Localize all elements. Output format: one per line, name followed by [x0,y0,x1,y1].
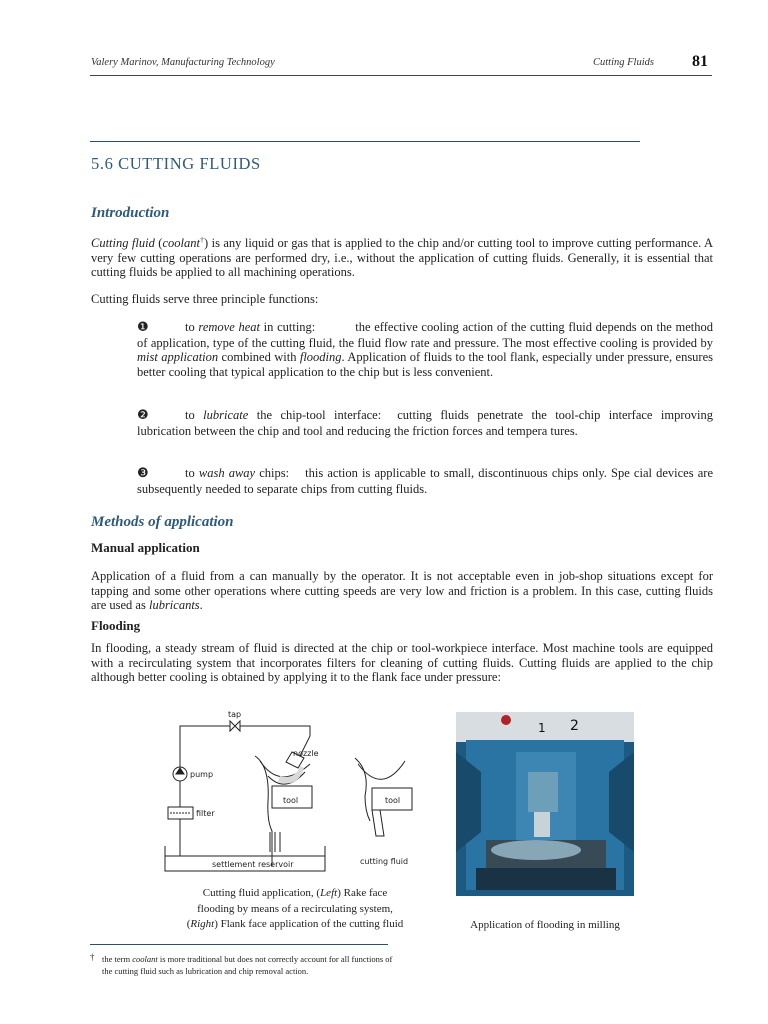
function-item-1 [137,320,713,379]
photo-label-2: 2 [570,718,579,734]
caption-line-1 [150,886,440,902]
fn-text-b: is more traditional but does not correctly account for all functions of the cutting fluid such as lubrication and chip removal action. [102,954,393,976]
fn2-post: the chip-tool interface: [248,408,382,422]
fn-text-a: the term [102,954,133,964]
cap1b: ) Rake face [337,887,388,899]
caption-line-3 [150,917,440,933]
figure-left-caption [150,886,440,933]
introduction-heading: Introduction [91,205,170,221]
label-cutting-fluid: cutting fluid [360,857,409,866]
fn2-pre: to [185,408,204,422]
label-tool-right: tool [385,796,401,805]
fn1-em-flooding: flooding [299,350,342,365]
fn1-post: in cutting: [259,320,316,334]
intro-text: ) is any liquid or gas that is applied to the chip and/or cutting tool to improve cutting performance. A very few cutting operations are performed dry, i.e., without the application of cutting fluids. Generally, it is essential that cutting fluids be applied to all machining operations. [91,236,713,280]
footnote-mark: † [90,952,95,962]
footnote-ref: † [199,236,205,244]
manual-text-end: . [199,598,203,613]
cap3a: ( [186,918,191,930]
term-coolant: coolant [162,236,200,251]
footnote-text [90,953,400,977]
term-lubricants: lubricants [148,598,200,613]
section-title: 5.6 CUTTING FLUIDS [91,154,261,173]
label-tap: tap [228,710,242,719]
cap3b: ) Flank face application of the cutting fluid [214,918,404,930]
fn1-em-mist: mist application [137,350,219,365]
label-settlement-reservoir: settlement reservoir [212,860,294,869]
label-filter: filter [196,809,215,818]
label-tool-left: tool [283,796,299,805]
label-pump: pump [190,770,214,779]
bullet-2: ❷ [137,408,149,423]
section-rule [90,141,640,142]
milling-machine-illustration [456,712,634,896]
caption-line-2: flooding by means of a recirculating system, [197,902,393,915]
fn3-post: chips: [255,466,290,480]
footnote [90,953,400,977]
cap3-right: Right [190,918,215,930]
function-item-2 [137,408,713,438]
bullet-1: ❶ [137,320,149,335]
fn3-pre: to [185,466,199,480]
cap1a: Cutting fluid application, ( [202,887,321,899]
paren-open: ( [158,236,163,251]
milling-flooding-photo [456,712,634,896]
page-number: 81 [692,53,708,70]
header-rule [90,75,712,76]
photo-label-1: 1 [538,721,546,735]
flooding-title: Flooding [91,618,141,633]
fn-term-coolant: coolant [132,954,158,964]
cap1-left: Left [320,887,338,899]
manual-application-title: Manual application [91,540,200,555]
running-header-title: Valery Marinov, Manufacturing Technology [91,57,275,68]
flooding-text: In flooding, a steady stream of fluid is directed at the chip or tool-workpiece interface. Most machine tools are equipped with a recirculating system that incorporates filters for cleaning of cutting fluids. Cutting fluids are applied to the chip although better cooling is obtained by applying it to the flank face under pressure: [91,641,713,685]
cutting-fluid-schematic [160,706,430,878]
figure-right-caption: Application of flooding in milling [470,919,620,931]
label-nozzle: nozzle [293,749,319,758]
bullet-3: ❸ [137,466,149,481]
manual-application-text [91,569,713,613]
running-header-section: Cutting Fluids [593,57,654,68]
function-item-3 [137,466,713,496]
intro-paragraph [91,233,713,280]
fn1-pre: to [185,320,199,334]
methods-heading: Methods of application [91,514,234,530]
fn2-desc: cutting fluids penetrate the tool-chip interface improving lubrication between the chip and tool and reducing the friction forces and tempera tures. [137,408,713,438]
fn2-em: lubricate [203,408,249,422]
footnote-rule [90,944,388,945]
fn1-desc-c: . Application of fluids to the tool flank, especially under pressure, ensures better cooling that typical application to the chip but is less convenient. [137,350,714,379]
fn3-desc: this action is applicable to small, discontinuous chips only. Spe cial devices are subsequently needed to separate chips from cutting fluids. [137,466,713,496]
term-cutting-fluid: Cutting fluid [91,236,155,251]
functions-lead: Cutting fluids serve three principle functions: [91,292,319,306]
fn1-desc: the effective cooling action of the cutting fluid depends on the method of application, type of the cutting fluid, the fluid flow rate and pressure. The most effective cooling is provided by [137,320,713,350]
fn1-em: remove heat [198,320,260,334]
fn1-desc-b: combined with [218,350,300,365]
manual-text: Application of a fluid from a can manually by the operator. It is not acceptable even in job-shop situations except for tapping and some other operations where cutting speeds are very low and friction is a problem. In this case, cutting fluids are used as [91,569,713,613]
fn3-em: wash away [198,466,256,480]
